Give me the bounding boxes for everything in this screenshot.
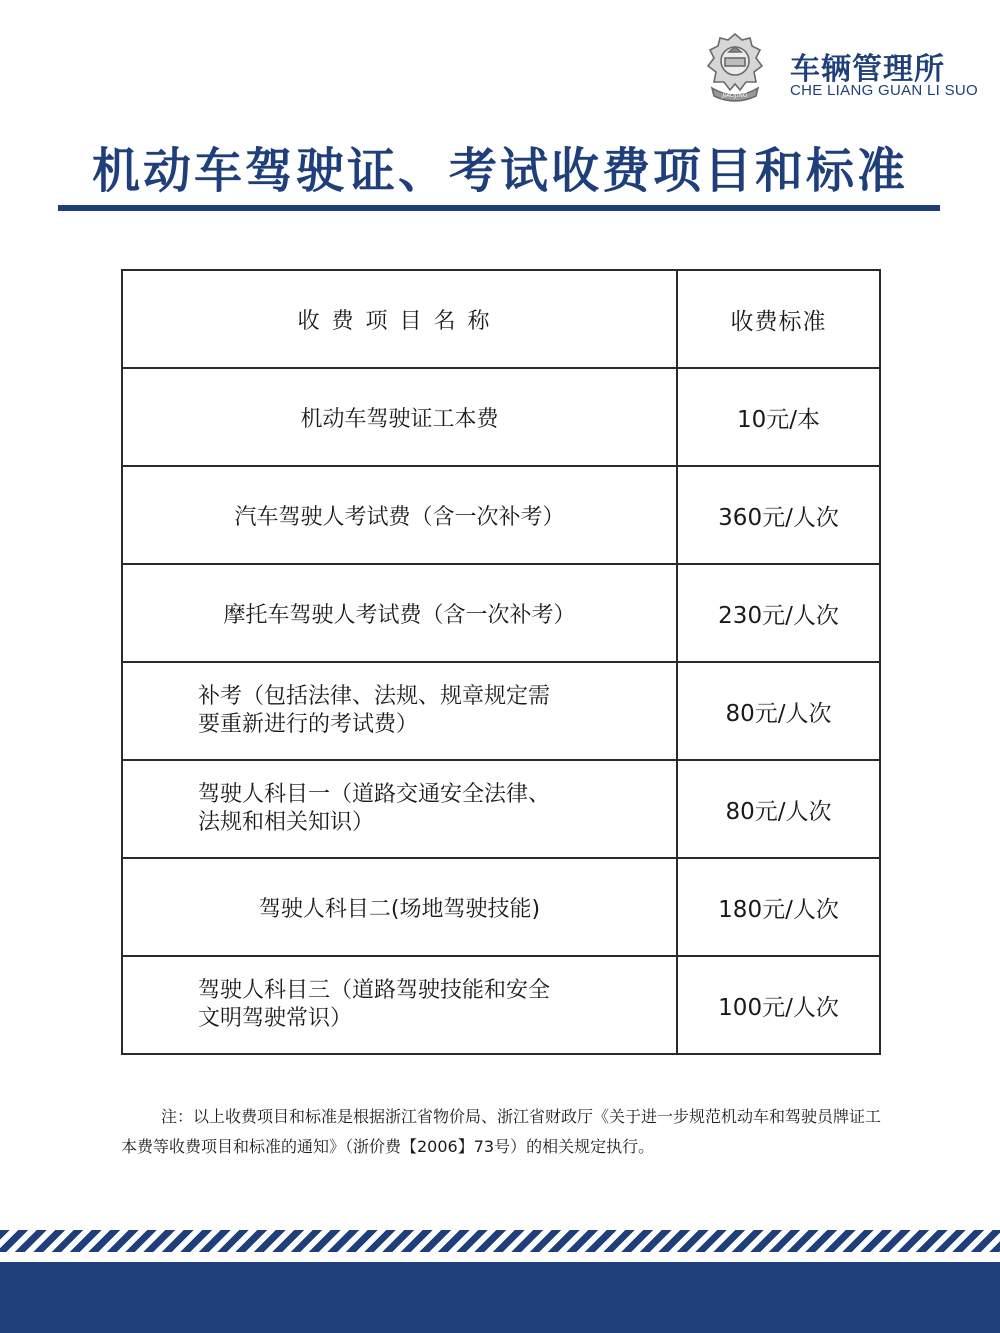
footer-bar <box>0 1262 1000 1333</box>
table-row <box>122 956 880 1054</box>
org-name-cn: 车辆管理所 <box>790 52 945 87</box>
fee-item-name: 机动车驾驶证工本费 <box>122 368 677 466</box>
fee-item-name: 驾驶人科目二(场地驾驶技能) <box>122 858 677 956</box>
table-row <box>122 662 880 760</box>
org-name-en: CHE LIANG GUAN LI SUO <box>790 82 979 99</box>
title-divider <box>58 205 940 211</box>
fee-price: 80元/人次 <box>677 760 880 858</box>
fee-item-name: 摩托车驾驶人考试费（含一次补考） <box>122 564 677 662</box>
fee-price: 100元/人次 <box>677 956 880 1054</box>
fee-item-name-line: 驾驶人科目一（道路交通安全法律、 <box>198 782 551 807</box>
table-row <box>122 858 880 956</box>
table-row <box>122 564 880 662</box>
header-fee-standard: 收费标准 <box>677 270 880 368</box>
fee-price: 230元/人次 <box>677 564 880 662</box>
fee-item-name: 汽车驾驶人考试费（含一次补考） <box>122 466 677 564</box>
footer-stripe-band <box>0 1230 1000 1252</box>
table-row <box>122 760 880 858</box>
fee-price: 80元/人次 <box>677 662 880 760</box>
fee-item-name-line: 驾驶人科目三（道路驾驶技能和安全 <box>198 978 551 1003</box>
table-row <box>122 466 880 564</box>
fee-price: 180元/人次 <box>677 858 880 956</box>
fee-item-name-line: 补考（包括法律、法规、规章规定需 <box>198 684 551 709</box>
fee-item-name <box>122 662 677 760</box>
table-row <box>122 368 880 466</box>
fee-table <box>121 269 881 1055</box>
fee-item-name <box>122 956 677 1054</box>
fee-item-name <box>122 760 677 858</box>
police-emblem-icon <box>698 30 772 102</box>
fee-price: 360元/人次 <box>677 466 880 564</box>
fee-item-name-line: 文明驾驶常识） <box>198 1006 353 1031</box>
fee-price: 10元/本 <box>677 368 880 466</box>
page-title: 机动车驾驶证、考试收费项目和标准 <box>91 143 908 199</box>
emblem-ribbon-text: JIAOJING <box>722 92 748 99</box>
header-item-name: 收费项目名称 <box>122 270 677 368</box>
fee-item-name-line: 法规和相关知识） <box>198 810 375 835</box>
fee-item-name-line: 要重新进行的考试费） <box>198 712 419 737</box>
footnote: 注：以上收费项目和标准是根据浙江省物价局、浙江省财政厅《关于进一步规范机动车和驾驶员牌证工本费等收费项目和标准的通知》（浙价费【2006】73号）的相关规定执行。 <box>121 1107 882 1156</box>
table-header-row <box>122 270 880 368</box>
